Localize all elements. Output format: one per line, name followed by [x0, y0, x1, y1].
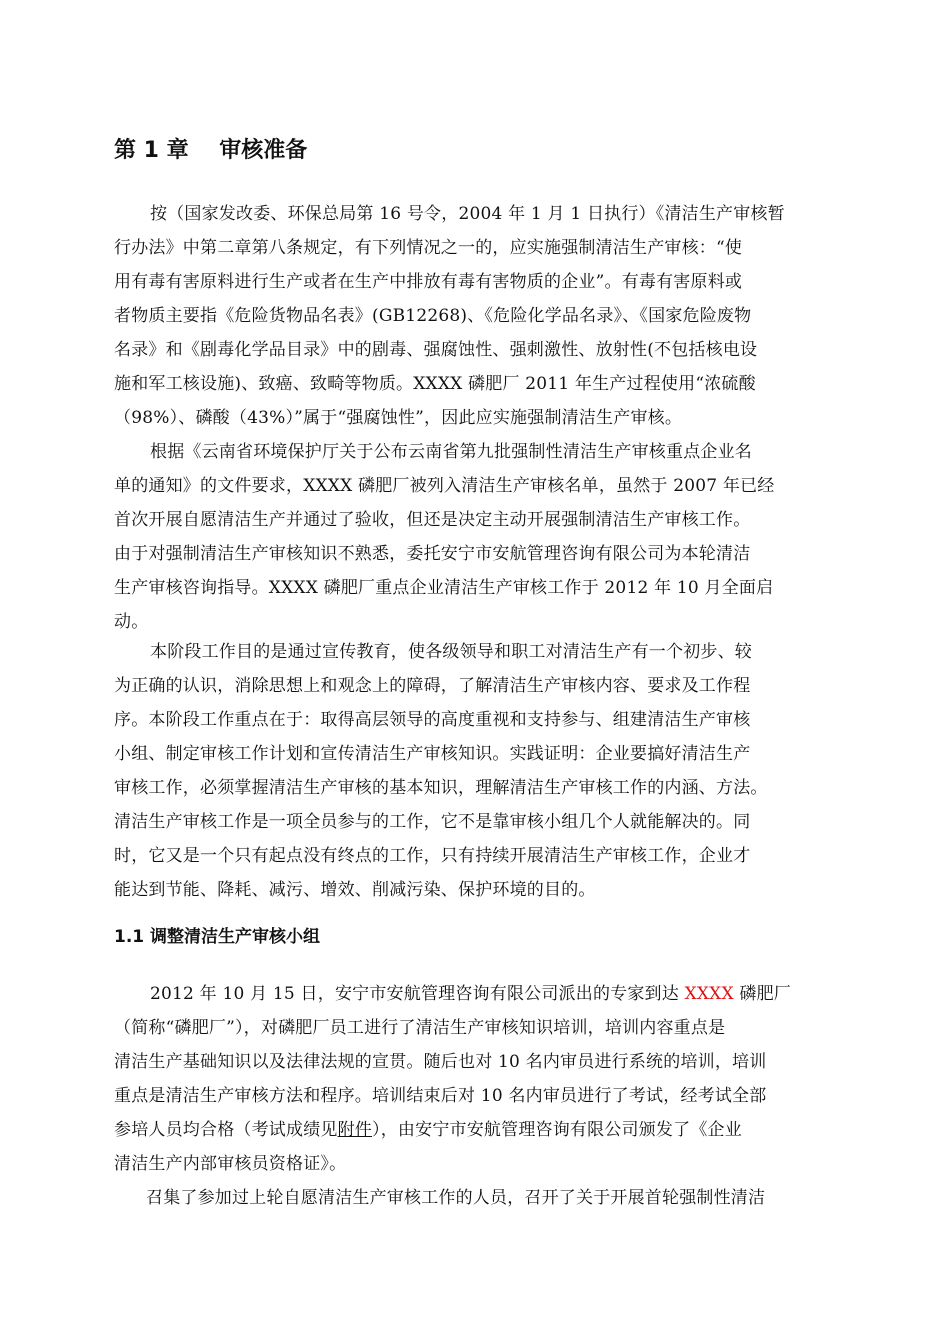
paragraph-line: 行办法》中第二章第八条规定，有下列情况之一的，应实施强制清洁生产审核：“使 — [114, 238, 743, 258]
paragraph-line: 本阶段工作目的是通过宣传教育，使各级领导和职工对清洁生产有一个初步、较 — [150, 642, 752, 662]
paragraph-line: （98%）、磷酸（43%）”属于“强腐蚀性”，因此应实施强制清洁生产审核。 — [114, 408, 683, 428]
paragraph-line: 清洁生产内部审核员资格证》。 — [114, 1154, 347, 1174]
text-run: ），由安宁市安航管理咨询有限公司颁发了《企业 — [372, 1120, 742, 1140]
paragraph-line: 能达到节能、降耗、减污、增效、削减污染、保护环境的目的。 — [114, 880, 596, 900]
attachment-link[interactable]: 附件 — [337, 1120, 373, 1140]
text-run: 参培人员均合格（考试成绩见 — [114, 1120, 338, 1140]
paragraph-line: 单的通知》的文件要求，XXXX 磷肥厂被列入清洁生产审核名单，虽然于 2007 年已经 — [114, 476, 775, 496]
paragraph-line: 清洁生产基础知识以及法律法规的宣贯。随后也对 10 名内审员进行系统的培训，培训 — [114, 1052, 767, 1072]
paragraph-line: 序。本阶段工作重点在于：取得高层领导的高度重视和支持参与、组建清洁生产审核 — [114, 710, 751, 730]
paragraph-line: 动。 — [114, 612, 149, 632]
text-run: 磷肥厂 — [733, 984, 791, 1004]
paragraph-4 — [114, 977, 836, 1181]
paragraph-line: 清洁生产审核工作是一项全员参与的工作，它不是靠审核小组几个人就能解决的。同 — [114, 812, 751, 832]
paragraph-line: 按（国家发改委、环保总局第 16 号令，2004 年 1 月 1 日执行）《清洁生产审核暂 — [150, 204, 785, 224]
paragraph-line: 时，它又是一个只有起点没有终点的工作，只有持续开展清洁生产审核工作，企业才 — [114, 846, 751, 866]
paragraph-line: 召集了参加过上轮自愿清洁生产审核工作的人员，召开了关于开展首轮强制性清洁 — [146, 1188, 766, 1208]
paragraph-line: 生产审核咨询指导。XXXX 磷肥厂重点企业清洁生产审核工作于 2012 年 10 月全面启 — [114, 578, 774, 598]
paragraph-line: 重点是清洁生产审核方法和程序。培训结束后对 10 名内审员进行了考试，经考试全部 — [114, 1086, 767, 1106]
paragraph-line: 施和军工核设施)、致癌、致畸等物质。XXXX 磷肥厂 2011 年生产过程使用“浓硫酸 — [114, 374, 756, 394]
paragraph-3 — [114, 635, 836, 907]
paragraph-line: 审核工作，必须掌握清洁生产审核的基本知识，理解清洁生产审核工作的内涵、方法。 — [114, 778, 768, 798]
paragraph-line: 用有毒有害原料进行生产或者在生产中排放有毒有害物质的企业”。有毒有害原料或 — [114, 272, 743, 292]
paragraph-line: 首次开展自愿清洁生产并通过了验收，但还是决定主动开展强制清洁生产审核工作。 — [114, 510, 751, 530]
section-title: 1.1 调整清洁生产审核小组 — [114, 927, 321, 947]
paragraph-line: 为正确的认识，消除思想上和观念上的障碍，了解清洁生产审核内容、要求及工作程 — [114, 676, 751, 696]
chapter-title: 第 1 章 审核准备 — [114, 138, 308, 163]
paragraph-line: 者物质主要指《危险货物品名表》(GB12268)、《危险化学品名录》、《国家危险废物 — [114, 306, 752, 326]
paragraph-2 — [114, 435, 836, 639]
paragraph-line: 由于对强制清洁生产审核知识不熟悉，委托安宁市安航管理咨询有限公司为本轮清洁 — [114, 544, 751, 564]
paragraph-line: 小组、制定审核工作计划和宣传清洁生产审核知识。实践证明：企业要搞好清洁生产 — [114, 744, 751, 764]
paragraph-line — [114, 1113, 836, 1147]
paragraph-line: 根据《云南省环境保护厅关于公布云南省第九批强制性清洁生产审核重点企业名 — [150, 442, 752, 462]
paragraph-5 — [114, 1181, 836, 1215]
paragraph-1 — [114, 197, 836, 435]
paragraph-line — [114, 977, 836, 1011]
paragraph-line: 名录》和《剧毒化学品目录》中的剧毒、强腐蚀性、强刺激性、放射性(不包括核电设 — [114, 340, 758, 360]
paragraph-line: （简称“磷肥厂”），对磷肥厂员工进行了清洁生产审核知识培训，培训内容重点是 — [114, 1018, 726, 1038]
text-run: 2012 年 10 月 15 日，安宁市安航管理咨询有限公司派出的专家到达 — [150, 984, 685, 1004]
highlighted-company-name: XXXX — [684, 984, 734, 1004]
